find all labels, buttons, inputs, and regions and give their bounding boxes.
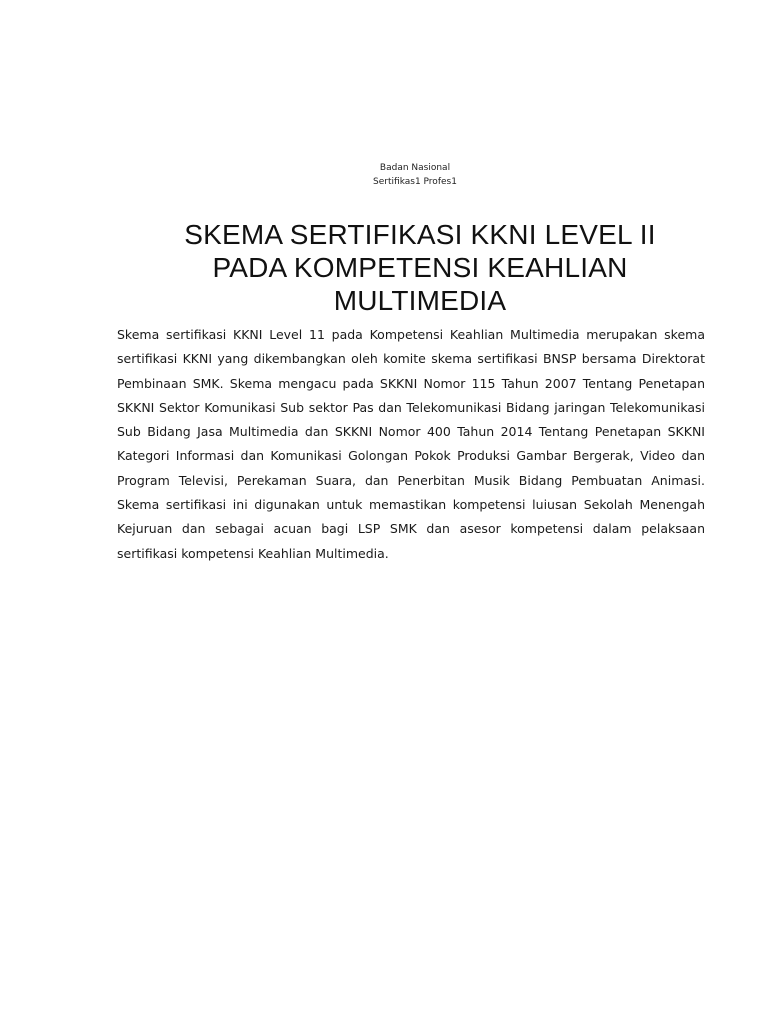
title-line1: SKEMA SERTIFIKASI KKNI LEVEL II xyxy=(184,219,656,250)
document-title xyxy=(100,218,740,317)
body-paragraph: Skema sertifikasi KKNI Level 11 pada Kompetensi Keahlian Multimedia merupakan skema sertifikasi KKNI yang dikembangkan oleh komite skema sertifikasi BNSP bersama Direktorat Pembinaan SMK. Skema mengacu pada SKKNI Nomor 115 Tahun 2007 Tentang Penetapan SKKNI Sektor Komunikasi Sub sektor Pas dan Telekomunikasi Bidang jaringan Telekomunikasi Sub Bidang Jasa Multimedia dan SKKNI Nomor 400 Tahun 2014 Tentang Penetapan SKKNI Kategori Informasi dan Komunikasi Golongan Pokok Produksi Gambar Bergerak, Video dan Program Televisi, Perekaman Suara, dan Penerbitan Musik Bidang Pembuatan Animasi. Skema sertifikasi ini digunakan untuk memastikan kompetensi luiusan Sekolah Menengah Kejuruan dan sebagai acuan bagi LSP SMK dan asesor kompetensi dalam pelaksaan sertifikasi kompetensi Keahlian Multimedia. xyxy=(117,327,705,561)
organization-header xyxy=(0,161,768,189)
title-line3: MULTIMEDIA xyxy=(333,285,507,316)
organization-name-line1: Badan Nasional xyxy=(379,163,451,173)
organization-name-line2: Sertifikas1 Profes1 xyxy=(373,177,457,187)
title-line2: PADA KOMPETENSI KEAHLIAN xyxy=(212,252,628,283)
